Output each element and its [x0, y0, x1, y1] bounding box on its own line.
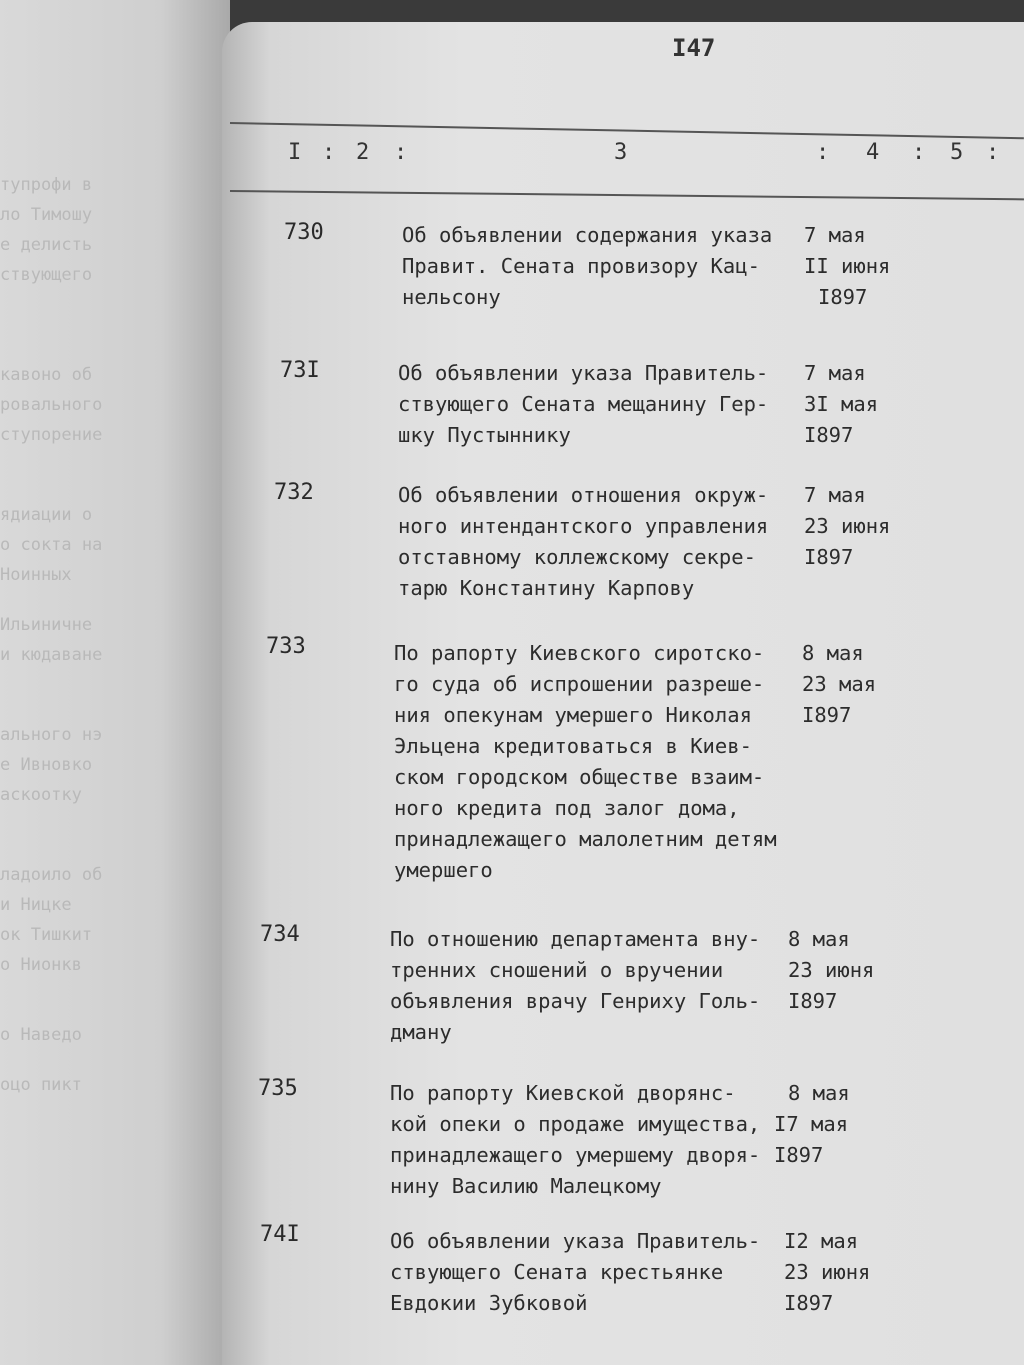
column-separator: :: [322, 140, 336, 165]
left-page-ghost-text: тупрофи в ло Тимошу е делисть ствующего кавоно об ровального ступорение ядиации о о сокта на Ноинных Ильиничне и кюдаване ального нэ е Ивновко аскоотку ладоило об и Ницке ок Тишкит о Нионкв о Наведо оцо пикт: [0, 175, 103, 1095]
entry-description: Об объявлении указа Правитель- ствующего Сената крестьянке Евдокии Зубковой: [390, 1229, 761, 1315]
column-header-4: 4: [866, 140, 880, 165]
entry-number: 733: [266, 634, 306, 659]
entry-dates: 8 мая 23 июня I897: [788, 927, 875, 1013]
column-separator: :: [986, 140, 1000, 165]
column-header-5: 5: [950, 140, 964, 165]
entry-number: 730: [284, 220, 324, 245]
entry-number: 735: [258, 1076, 298, 1101]
document-page: [222, 22, 1024, 1365]
header-top-rule: [230, 122, 1024, 139]
column-separator: :: [816, 140, 830, 165]
entry-description: По рапорту Киевского сиротско- го суда об испрошении разреше- ния опекунам умершего Николая Эльцена кредитоваться в Киев- ском городском обществе взаим- ного кредита под залог дома, принадлежащего малолетним детям умершего: [394, 641, 777, 882]
column-separator: :: [912, 140, 926, 165]
entry-description: Об объявлении содержания указа Правит. Сената провизору Кац- нельсону: [402, 223, 773, 309]
entry-number: 73I: [280, 358, 320, 383]
entry-description: По рапорту Киевской дворянс- кой опеки о продаже имущества, принадлежащего умершему дворя- нину Василию Малецкому: [390, 1081, 761, 1198]
column-separator: :: [394, 140, 408, 165]
entry-description: По отношению департамента вну- тренних сношений о вручении объявления врачу Генриху Голь- дману: [390, 927, 761, 1044]
column-header-3: 3: [614, 140, 628, 165]
entry-dates: I2 мая 23 июня I897: [784, 1229, 871, 1315]
entry-number: 74I: [260, 1222, 300, 1247]
entry-dates: 8 мая 23 мая I897: [802, 641, 877, 727]
entry-dates: 7 мая 23 июня I897: [804, 483, 891, 569]
entry-dates: 7 мая 3I мая I897: [804, 361, 879, 447]
page-number: I47: [672, 34, 716, 62]
column-header-1: I: [288, 140, 302, 165]
entry-dates: 8 мая I7 мая I897: [774, 1081, 850, 1167]
entry-description: Об объявлении указа Правитель- ствующего Сената мещанину Гер- шку Пустыннику: [398, 361, 769, 447]
column-header-2: 2: [356, 140, 370, 165]
entry-number: 734: [260, 922, 300, 947]
header-bottom-rule: [230, 190, 1024, 200]
entry-number: 732: [274, 480, 314, 505]
left-page: [0, 0, 230, 1365]
entry-description: Об объявлении отношения окруж- ного интендантского управления отставному коллежскому секре- тарю Константину Карпову: [398, 483, 769, 600]
entry-dates: 7 мая II июня I897: [804, 223, 891, 309]
